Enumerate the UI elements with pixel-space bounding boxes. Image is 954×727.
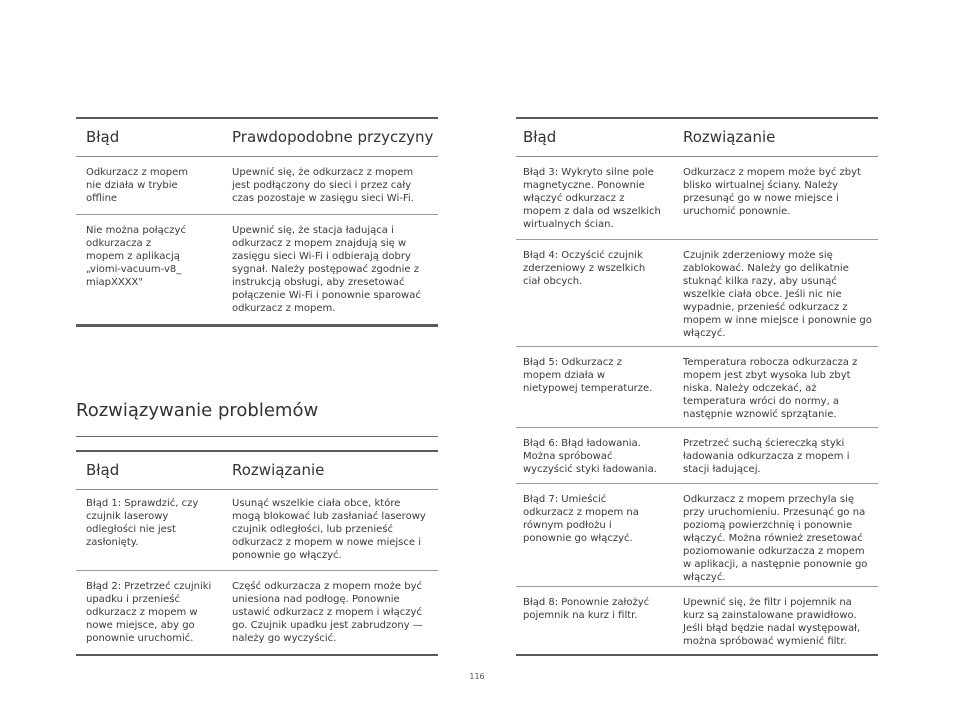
error-cell: Błąd 8: Ponownie założyć pojemnik na kurz i filtr.	[523, 597, 650, 621]
table-row	[516, 347, 878, 428]
table-row	[76, 571, 438, 653]
offline-troubleshooting-table	[76, 117, 438, 328]
page-number: 116	[469, 672, 485, 681]
section-rule	[76, 436, 438, 437]
solution-cell: Odkurzacz z mopem przechyla się przy uruchomieniu. Przesunąć go na poziomą powierzchnię i ponownie włączyć. Można również zresetować poziomowanie odkurzacza z mopem w aplikacji, a następnie ponownie go włączyć.	[683, 494, 868, 583]
problem-cell: Nie można połączyć odkurzacza z mopem z aplikacją „viomi-vacuum-v8_ miapXXXX"	[86, 225, 186, 288]
header-error: Błąd	[86, 461, 120, 479]
header-error: Błąd	[523, 128, 557, 146]
error-table-left	[76, 450, 438, 657]
table-header	[76, 452, 438, 490]
solution-cell: Usunąć wszelkie ciała obce, które mogą blokować lub zasłaniać laserowy czujnik odległości, lub przenieść odkurzacz z mopem w nowe miejsce i ponownie go włączyć.	[232, 498, 426, 561]
table-row	[516, 428, 878, 484]
table-row	[516, 587, 878, 654]
problem-cell: Odkurzacz z mopem nie działa w trybie offline	[86, 167, 188, 204]
header-cause: Prawdopodobne przyczyny	[232, 128, 434, 146]
section-title: Rozwiązywanie problemów	[76, 400, 319, 421]
error-cell: Błąd 6: Błąd ładowania. Można spróbować wyczyścić styki ładowania.	[523, 438, 657, 475]
table-row	[76, 157, 438, 215]
solution-cell: Przetrzeć suchą ściereczką styki ładowania odkurzacza z mopem i stacji ładującej.	[683, 438, 850, 475]
error-cell: Błąd 3: Wykryto silne pole magnetyczne. Ponownie włączyć odkurzacz z mopem z dala od wszelkich wirtualnych ścian.	[523, 167, 661, 230]
header-solution: Rozwiązanie	[683, 128, 776, 146]
solution-cell: Temperatura robocza odkurzacza z mopem jest zbyt wysoka lub zbyt niska. Należy odczekać, aż temperatura wróci do normy, a następnie wznowić sprzątanie.	[683, 357, 858, 420]
header-error: Błąd	[86, 128, 120, 146]
table-bottom-rule	[76, 654, 438, 656]
solution-cell: Upewnić się, że filtr i pojemnik na kurz są zainstalowane prawidłowo. Jeśli błąd będzie nadal występował, można spróbować wymienić filtr.	[683, 597, 861, 647]
table-row	[76, 488, 438, 571]
table-bottom-rule	[76, 324, 438, 327]
error-cell: Błąd 7: Umieścić odkurzacz z mopem na równym podłożu i ponownie go włączyć.	[523, 494, 639, 544]
solution-cell: Część odkurzacza z mopem może być uniesiona nad podłogę. Ponownie ustawić odkurzacz z mopem i włączyć go. Czujnik upadku jest zabrudzony — należy go wyczyścić.	[232, 581, 423, 644]
table-row	[516, 484, 878, 587]
cause-cell: Upewnić się, że stacja ładująca i odkurzacz z mopem znajdują się w zasięgu sieci Wi-Fi i odbierają dobry sygnał. Należy postępować zgodnie z instrukcją obsługi, aby zresetować połączenie Wi-Fi i ponownie sparować odkurzacz z mopem.	[232, 225, 421, 314]
error-table-right	[516, 117, 878, 659]
error-cell: Błąd 2: Przetrzeć czujniki upadku i przenieść odkurzacz z mopem w nowe miejsce, aby go ponownie uruchomić.	[86, 581, 212, 644]
error-cell: Błąd 4: Oczyścić czujnik zderzeniowy z wszelkich ciał obcych.	[523, 250, 646, 287]
solution-cell: Odkurzacz z mopem może być zbyt blisko wirtualnej ściany. Należy przesunąć go w nowe miejsce i uruchomić ponownie.	[683, 167, 861, 217]
table-header	[516, 119, 878, 157]
table-bottom-rule	[516, 654, 878, 656]
error-cell: Błąd 5: Odkurzacz z mopem działa w nietypowej temperaturze.	[523, 357, 653, 394]
error-cell: Błąd 1: Sprawdzić, czy czujnik laserowy odległości nie jest zasłonięty.	[86, 498, 199, 548]
solution-cell: Czujnik zderzeniowy może się zablokować. Należy go delikatnie stuknąć kilka razy, aby usunąć wszelkie ciała obce. Jeśli nic nie wypadnie, przenieść odkurzacz z mopem w inne miejsce i ponownie go włączyć.	[683, 250, 872, 339]
header-solution: Rozwiązanie	[232, 461, 325, 479]
table-row	[516, 240, 878, 347]
table-row	[516, 157, 878, 240]
table-header	[76, 119, 438, 157]
cause-cell: Upewnić się, że odkurzacz z mopem jest podłączony do sieci i przez cały czas pozostaje w zasięgu sieci Wi-Fi.	[232, 167, 414, 204]
table-row	[76, 215, 438, 323]
